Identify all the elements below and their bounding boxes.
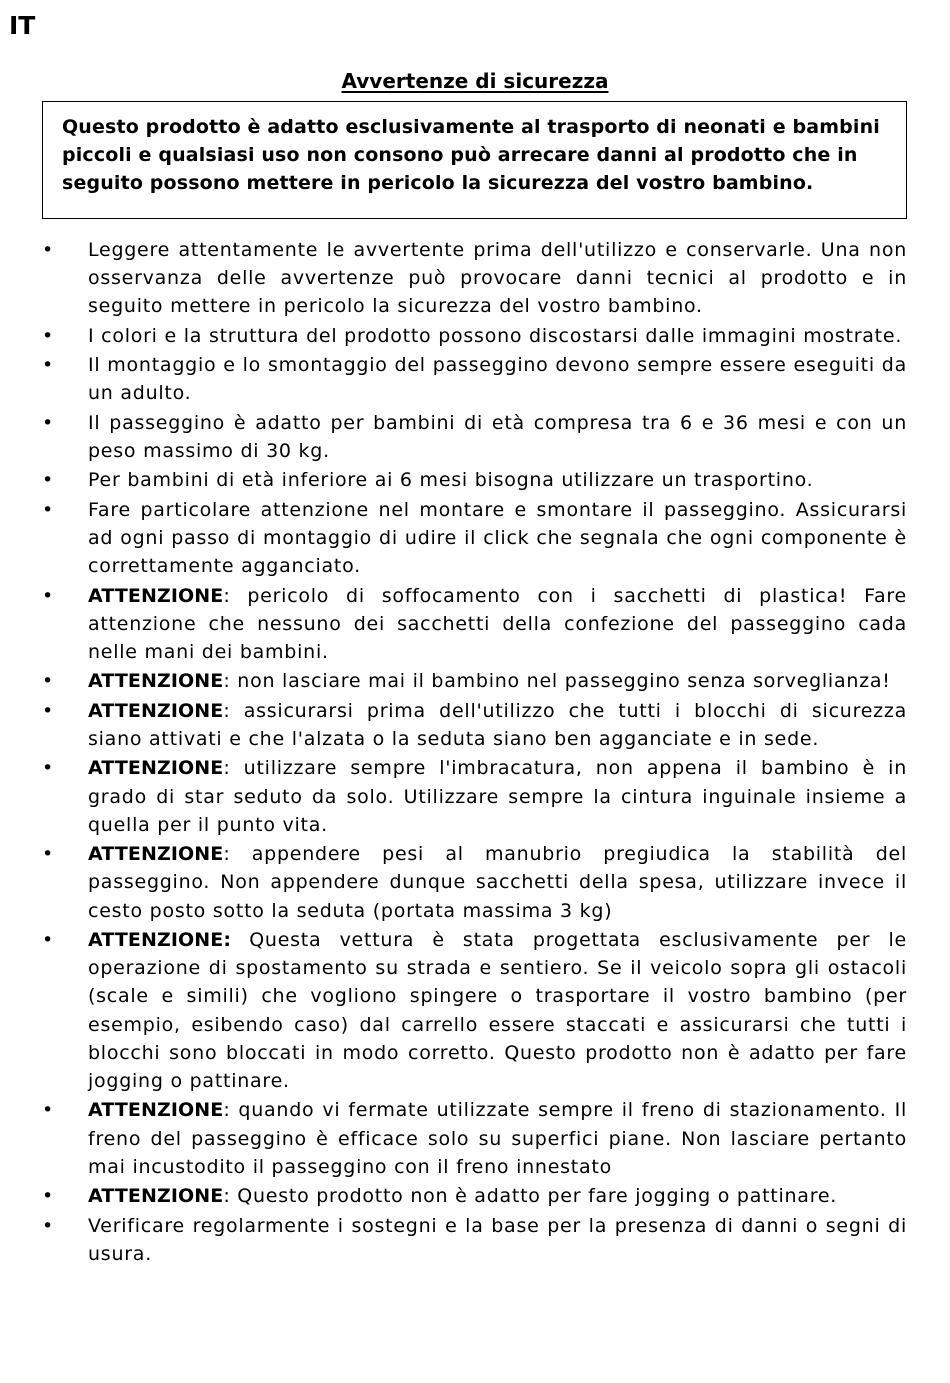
item-label: ATTENZIONE [88, 670, 224, 693]
list-item [0, 582, 907, 667]
bullet-icon: • [42, 1099, 54, 1122]
bullet-icon: • [42, 239, 54, 261]
bullet-icon: • [42, 757, 54, 780]
list-item [0, 697, 907, 753]
list-item [0, 322, 907, 350]
bullet-icon: • [42, 469, 54, 492]
bullet-icon: • [42, 1214, 54, 1237]
list-item [0, 754, 907, 839]
item-label: ATTENZIONE [88, 699, 224, 722]
item-label: ATTENZIONE [88, 1099, 224, 1122]
list-item [0, 351, 907, 407]
bullet-icon: • [42, 584, 54, 607]
item-text: Per bambini di età inferiore ai 6 mesi bisogna utilizzare un trasportino. [88, 469, 814, 492]
item-label: ATTENZIONE [88, 584, 224, 607]
item-text: Questa vettura è stata progettata esclusivamente per le operazione di spostamento su strada e sentiero. Se il veicolo sopra gli ostacoli (scale e simili) che vogliono spingere o trasportare il vostro bambino (per esempio, esibendo caso) dal carrello essere staccati e assicurarsi che tutti i blocchi sono bloccati in modo corretto. Questo prodotto non è adatto per fare jogging o pattinare. [88, 928, 907, 1092]
list-item [0, 409, 907, 465]
item-text: : Questo prodotto non è adatto per fare jogging o pattinare. [223, 1185, 838, 1208]
item-text: : quando vi fermate utilizzate sempre il freno di stazionamento. Il freno del passeggino è efficace solo su superfici piane. Non lasciare pertanto mai incustodito il passeggino con il freno innestato [88, 1099, 907, 1178]
item-text: : non lasciare mai il bambino nel passeggino senza sorveglianza! [223, 670, 891, 693]
item-text: Leggere attentamente le avvertente prima dell'utilizzo e conservarle. Una non osservanza delle avvertenze può provocare danni tecnici al prodotto e in seguito mettere in pericolo la sicurezza del vostro bambino. [88, 239, 907, 318]
list-item [0, 1096, 907, 1181]
item-label: ATTENZIONE [88, 1185, 224, 1208]
item-text: Il montaggio e lo smontaggio del passeggino devono sempre essere eseguiti da un adulto. [88, 354, 907, 405]
item-text: : appendere pesi al manubrio pregiudica la stabilità del passeggino. Non appendere dunque sacchetti della spesa, utilizzare invece il cesto posto sotto la seduta (portata massima 3 kg) [88, 843, 907, 922]
item-text: Verificare regolarmente i sostegni e la base per la presenza di danni o segni di usura. [88, 1214, 907, 1265]
item-text: : pericolo di soffocamento con i sacchetti di plastica! Fare attenzione che nessuno dei sacchetti della confezione del passeggino cada nelle mani dei bambini. [88, 584, 907, 663]
list-item [0, 1212, 907, 1268]
item-text: : assicurarsi prima dell'utilizzo che tutti i blocchi di sicurezza siano attivati e che l'alzata o la seduta siano ben agganciate e in sede. [88, 699, 907, 750]
list-item [0, 236, 907, 321]
list-item [0, 1182, 907, 1210]
bullet-icon: • [42, 324, 54, 347]
item-label: ATTENZIONE [88, 757, 224, 780]
item-text: : utilizzare sempre l'imbracatura, non appena il bambino è in grado di star seduto da solo. Utilizzare sempre la cintura inguinale insieme a quella per il punto vita. [88, 757, 907, 836]
bullet-icon: • [42, 699, 54, 722]
item-text: Il passeggino è adatto per bambini di età compresa tra 6 e 36 mesi e con un peso massimo di 30 kg. [88, 411, 907, 462]
list-item [0, 496, 907, 581]
bullet-icon: • [42, 928, 54, 951]
list-item [0, 840, 907, 925]
page-title: Avvertenze di sicurezza [341, 69, 609, 93]
list-item [0, 667, 907, 695]
item-text: I colori e la struttura del prodotto possono discostarsi dalle immagini mostrate. [88, 324, 903, 347]
list-item [0, 466, 907, 494]
warning-box [42, 101, 907, 219]
safety-list [0, 236, 950, 1269]
bullet-icon: • [42, 498, 54, 521]
warning-text: Questo prodotto è adatto esclusivamente al trasporto di neonati e bambini piccoli e qualsiasi uso non consono può arrecare danni al prodotto che in seguito possono mettere in pericolo la sicurezza del vostro bambino. [62, 116, 880, 195]
bullet-icon: • [42, 411, 54, 434]
item-label: ATTENZIONE: [88, 928, 232, 951]
bullet-icon: • [42, 843, 54, 866]
bullet-icon: • [42, 670, 54, 693]
language-code: IT [9, 11, 36, 40]
item-label: ATTENZIONE [88, 843, 224, 866]
list-item [0, 926, 907, 1095]
bullet-icon: • [42, 1185, 54, 1208]
bullet-icon: • [42, 354, 54, 377]
item-text: Fare particolare attenzione nel montare e smontare il passeggino. Assicurarsi ad ogni passo di montaggio di udire il click che segnala che ogni componente è correttamente agganciato. [88, 498, 907, 578]
